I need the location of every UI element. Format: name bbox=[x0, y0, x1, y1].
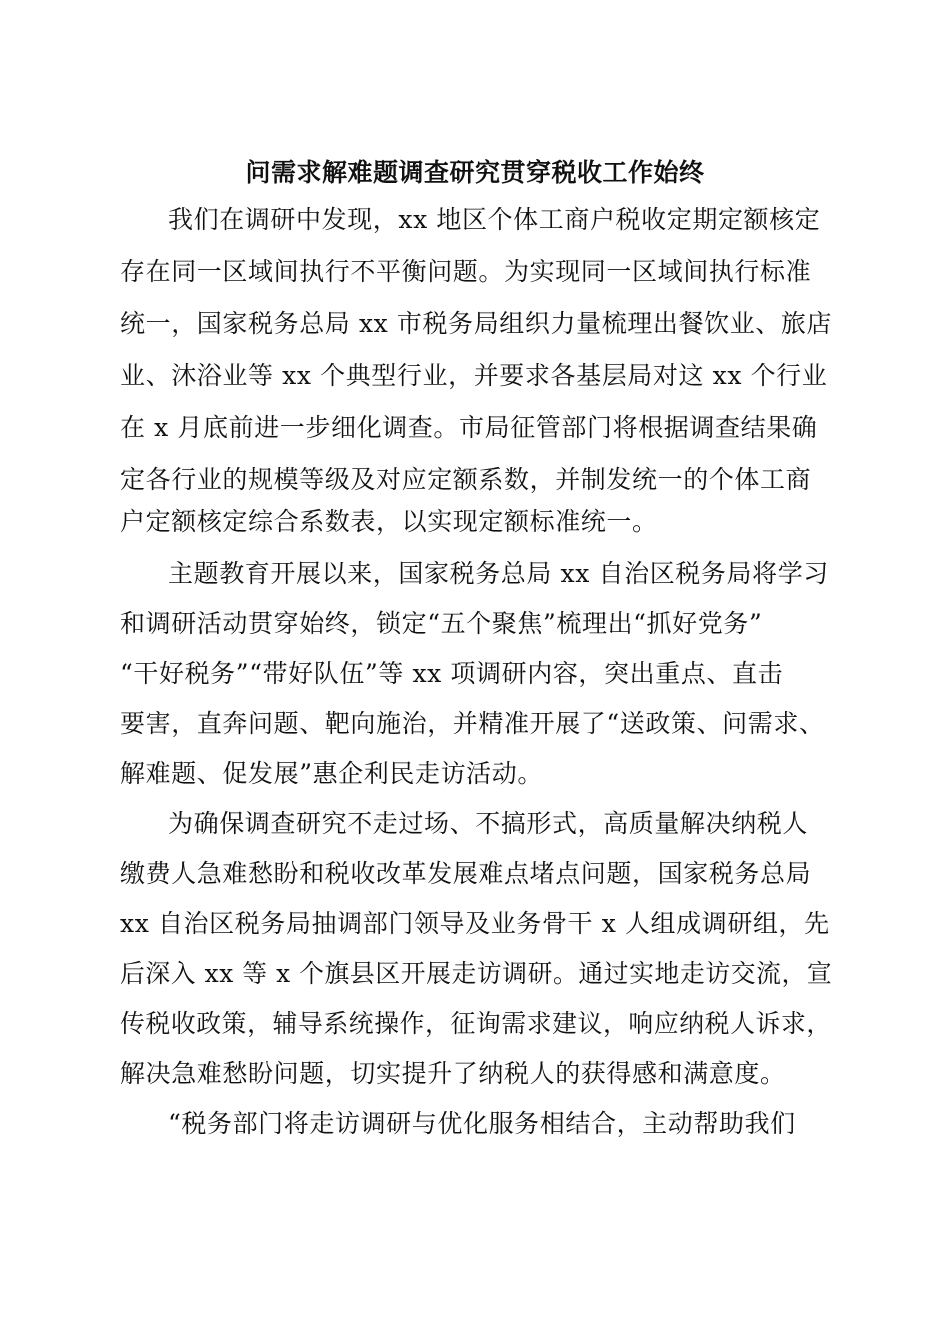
paragraph-3-line-4: 后深入 xx 等 x 个旗县区开展走访调研。通过实地走访交流，宣 bbox=[120, 959, 833, 988]
paragraph-3-line-1: 为确保调查研究不走过场、不搞形式，高质量解决纳税人 bbox=[168, 809, 809, 838]
paragraph-1-line-6: 定各行业的规模等级及对应定额系数，并制发统一的个体工商 bbox=[120, 465, 812, 494]
paragraph-2-line-4: 要害，直奔问题、靶向施治，并精准开展了“送政策、问需求、 bbox=[120, 709, 825, 738]
paragraph-1-line-2: 存在同一区域间执行不平衡问题。为实现同一区域间执行标准 bbox=[120, 257, 812, 286]
paragraph-1-line-7: 户定额核定综合系数表，以实现定额标准统一。 bbox=[120, 507, 658, 536]
paragraph-3-line-3: xx 自治区税务局抽调部门领导及业务骨干 x 人组成调研组，先 bbox=[120, 909, 830, 938]
paragraph-2-line-2: 和调研活动贯穿始终，锁定“五个聚焦”梳理出“抓好党务” bbox=[120, 609, 763, 638]
paragraph-4-line-1: “税务部门将走访调研与优化服务相结合，主动帮助我们 bbox=[168, 1109, 796, 1138]
paragraph-2-line-5: 解难题、促发展”惠企利民走访活动。 bbox=[120, 759, 543, 788]
paragraph-1-line-4: 业、沐浴业等 xx 个典型行业，并要求各基层局对这 xx 个行业 bbox=[120, 361, 828, 390]
paragraph-2-line-3: “干好税务”“带好队伍”等 xx 项调研内容，突出重点、直击 bbox=[120, 659, 784, 688]
document-title: 问需求解难题调查研究贯穿税收工作始终 bbox=[245, 158, 705, 187]
paragraph-3-line-2: 缴费人急难愁盼和税收改革发展难点堵点问题，国家税务总局 bbox=[120, 859, 812, 888]
paragraph-2-line-1: 主题教育开展以来，国家税务总局 xx 自治区税务局将学习 bbox=[168, 559, 829, 588]
paragraph-1-line-3: 统一，国家税务总局 xx 市税务局组织力量梳理出餐饮业、旅店 bbox=[120, 309, 833, 338]
paragraph-3-line-6: 解决急难愁盼问题，切实提升了纳税人的获得感和满意度。 bbox=[120, 1059, 786, 1088]
paragraph-1-line-5: 在 x 月底前进一步细化调查。市局征管部门将根据调查结果确 bbox=[120, 413, 818, 442]
paragraph-1-line-1: 我们在调研中发现，xx 地区个体工商户税收定期定额核定 bbox=[168, 205, 821, 234]
paragraph-3-line-5: 传税收政策，辅导系统操作，征询需求建议，响应纳税人诉求， bbox=[120, 1009, 832, 1038]
